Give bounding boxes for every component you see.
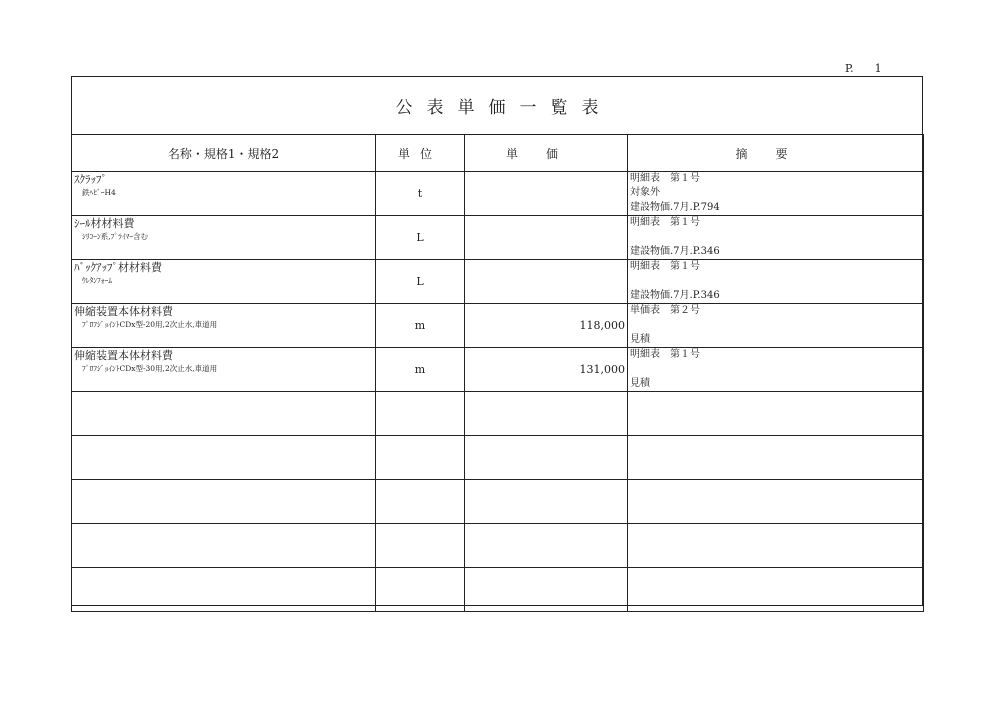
note-line-3: 建設物価.7月.P.346 (630, 289, 720, 301)
note-line-3: 建設物価.7月.P.794 (630, 201, 720, 213)
price-cell (465, 260, 628, 304)
item-spec: ﾌﾟﾛﾌｼﾞｮｲﾝﾄCDx型-30用,2次止水,車道用 (82, 364, 218, 373)
item-spec: 鉄ﾍﾋﾞｰH4 (82, 188, 116, 197)
header-unit-text: 単位 (397, 146, 442, 161)
name-cell (72, 172, 376, 216)
note-line-2 (630, 406, 923, 420)
name-cell (72, 348, 376, 392)
price-cell: 118,000 (465, 304, 628, 348)
name-cell (72, 304, 376, 348)
note-line-3: 見積 (630, 377, 650, 389)
header-price-text: 単価 (505, 146, 586, 161)
note-cell (628, 480, 924, 524)
note-cell (628, 524, 924, 568)
price-cell (465, 568, 628, 612)
unit-cell: L (376, 260, 465, 304)
item-spec: ｼﾘｺｰﾝ系,ﾌﾟﾗｲﾏｰ含む (82, 232, 149, 241)
item-spec (72, 393, 375, 395)
note-line-3: 建設物価.7月.P.346 (630, 245, 720, 257)
note-line-3 (630, 553, 923, 567)
table-body (72, 172, 924, 612)
note-line-2 (630, 274, 923, 288)
price-cell: 131,000 (465, 348, 628, 392)
header-price (465, 135, 628, 172)
price-table (71, 134, 924, 612)
price-cell (465, 216, 628, 260)
note-cell (628, 172, 924, 216)
header-row (72, 135, 924, 172)
note-cell (628, 216, 924, 260)
note-line-2 (630, 318, 923, 332)
header-unit (376, 135, 465, 172)
table-row (72, 480, 924, 524)
note-line-1 (630, 524, 923, 538)
note-line-1 (630, 480, 923, 494)
note-line-3 (630, 421, 923, 435)
note-line-2 (630, 362, 923, 376)
table-row (72, 568, 924, 612)
table-row (72, 348, 924, 392)
item-spec (72, 437, 375, 439)
note-line-2 (630, 230, 923, 244)
header-name: 名称・規格1・規格2 (72, 135, 376, 172)
item-name: 伸縮装置本体材料費 (74, 349, 173, 362)
header-note-text: 摘要 (735, 146, 816, 161)
note-line-3 (630, 509, 923, 523)
unit-cell: t (376, 172, 465, 216)
note-line-1 (630, 436, 923, 450)
unit-cell: m (376, 348, 465, 392)
unit-cell: m (376, 304, 465, 348)
note-cell (628, 436, 924, 480)
note-cell (628, 260, 924, 304)
item-spec (72, 569, 375, 571)
item-spec (72, 525, 375, 527)
note-line-2 (630, 582, 923, 596)
unit-cell (376, 480, 465, 524)
price-cell (465, 392, 628, 436)
unit-cell (376, 568, 465, 612)
name-cell (72, 568, 376, 612)
page-number (845, 62, 882, 75)
unit-cell (376, 524, 465, 568)
name-cell (72, 392, 376, 436)
note-cell (628, 392, 924, 436)
table-row (72, 304, 924, 348)
item-name: ｼｰﾙ材材料費 (74, 217, 135, 230)
note-line-1 (630, 392, 923, 406)
note-line-2: 対象外 (630, 187, 660, 199)
table-row (72, 260, 924, 304)
price-list-frame (71, 76, 923, 606)
name-cell (72, 436, 376, 480)
table-row (72, 436, 924, 480)
header-note (628, 135, 924, 172)
note-line-1: 明細表 第１号 (630, 173, 700, 184)
note-line-1: 明細表 第１号 (630, 349, 700, 360)
name-cell (72, 216, 376, 260)
item-spec (72, 481, 375, 483)
table-row (72, 524, 924, 568)
item-spec: ｳﾚﾀﾝﾌｫｰﾑ (82, 276, 112, 285)
unit-cell (376, 436, 465, 480)
note-line-2 (630, 538, 923, 552)
note-cell (628, 304, 924, 348)
table-row (72, 172, 924, 216)
price-cell (465, 524, 628, 568)
page-title: 公表単価一覧表 (72, 77, 922, 135)
note-line-3 (630, 465, 923, 479)
page-label: P. (845, 62, 854, 75)
table-row (72, 392, 924, 436)
note-line-3 (630, 597, 923, 611)
note-line-1: 単価表 第２号 (630, 305, 700, 316)
item-name: ﾊﾞｯｸｱｯﾌﾟ材材料費 (74, 261, 162, 274)
note-line-2 (630, 450, 923, 464)
unit-cell (376, 392, 465, 436)
price-cell (465, 172, 628, 216)
note-line-1: 明細表 第１号 (630, 261, 700, 272)
note-cell (628, 348, 924, 392)
page-value: 1 (874, 62, 882, 75)
item-name: ｽｸﾗｯﾌﾟ (74, 173, 107, 186)
unit-cell: L (376, 216, 465, 260)
note-line-2 (630, 494, 923, 508)
note-line-1: 明細表 第１号 (630, 217, 700, 228)
item-name: 伸縮装置本体材料費 (74, 305, 173, 318)
price-cell (465, 480, 628, 524)
name-cell (72, 480, 376, 524)
note-line-3: 見積 (630, 333, 650, 345)
name-cell (72, 524, 376, 568)
name-cell (72, 260, 376, 304)
table-row (72, 216, 924, 260)
price-cell (465, 436, 628, 480)
item-spec: ﾌﾟﾛﾌｼﾞｮｲﾝﾄCDx型-20用,2次止水,車道用 (82, 320, 218, 329)
note-cell (628, 568, 924, 612)
note-line-1 (630, 568, 923, 582)
